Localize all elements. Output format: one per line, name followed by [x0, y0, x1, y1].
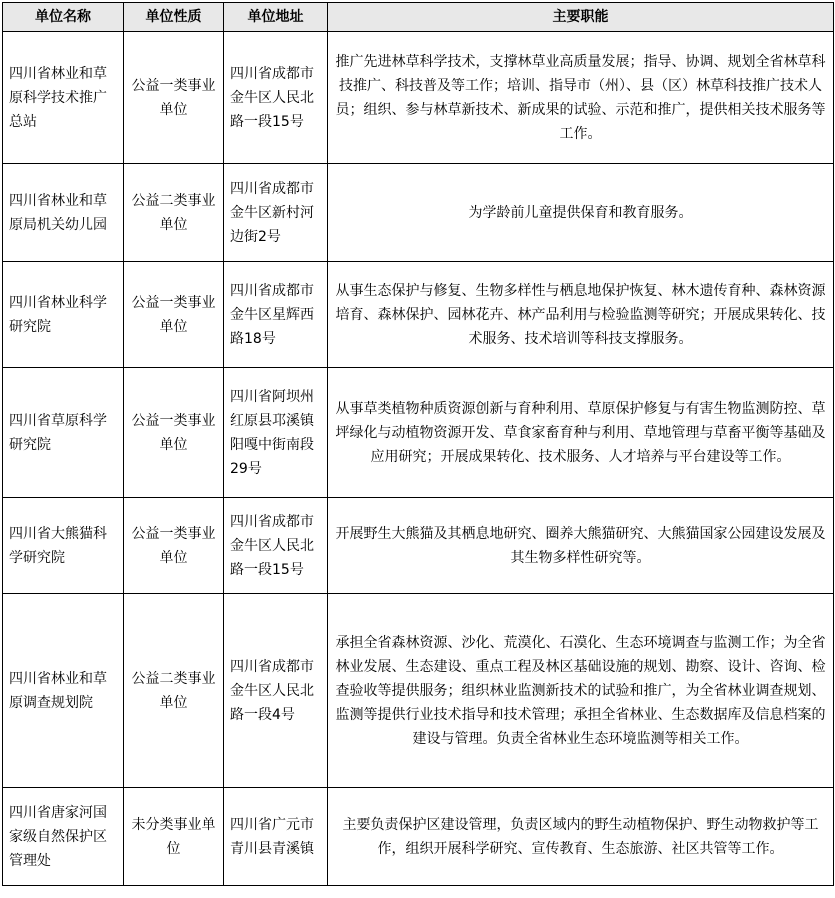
- unit-address-cell: 四川省成都市金牛区人民北路一段4号: [224, 594, 328, 788]
- unit-duties-cell: 为学龄前儿童提供保育和教育服务。: [328, 164, 834, 262]
- unit-address-cell: 四川省阿坝州红原县邛溪镇阳嘎中街南段29号: [224, 368, 328, 498]
- table-row: [3, 498, 834, 594]
- unit-name-cell: 四川省林业和草原科学技术推广总站: [3, 32, 124, 164]
- units-table: [2, 2, 834, 886]
- unit-duties-cell: 从事草类植物种质资源创新与育种利用、草原保护修复与有害生物监测防控、草坪绿化与动植物资源开发、草食家畜育种与利用、草地管理与草畜平衡等基础及应用研究；开展成果转化、技术服务、人才培养与平台建设等工作。: [328, 368, 834, 498]
- unit-address-cell: 四川省成都市金牛区人民北路一段15号: [224, 498, 328, 594]
- unit-address-cell: 四川省成都市金牛区人民北路一段15号: [224, 32, 328, 164]
- table-row: [3, 164, 834, 262]
- unit-duties-cell: 主要负责保护区建设管理，负责区域内的野生动植物保护、野生动物救护等工作，组织开展科学研究、宣传教育、生态旅游、社区共管等工作。: [328, 788, 834, 886]
- unit-address-cell: 四川省广元市青川县青溪镇: [224, 788, 328, 886]
- header-row: [3, 3, 834, 32]
- unit-nature-cell: 公益一类事业单位: [124, 368, 224, 498]
- unit-name-cell: 四川省林业和草原局机关幼儿园: [3, 164, 124, 262]
- table-row: [3, 788, 834, 886]
- unit-duties-cell: 推广先进林草科学技术，支撑林草业高质量发展；指导、协调、规划全省林草科技推广、科技普及等工作；培训、指导市（州）、县（区）林草科技推广技术人员；组织、参与林草新技术、新成果的试验、示范和推广，提供相关技术服务等工作。: [328, 32, 834, 164]
- unit-name-cell: 四川省大熊猫科学研究院: [3, 498, 124, 594]
- unit-nature-cell: 公益二类事业单位: [124, 164, 224, 262]
- unit-nature-cell: 公益一类事业单位: [124, 498, 224, 594]
- table-row: [3, 262, 834, 368]
- table-row: [3, 32, 834, 164]
- unit-nature-cell: 未分类事业单位: [124, 788, 224, 886]
- unit-address-cell: 四川省成都市金牛区星辉西路18号: [224, 262, 328, 368]
- unit-nature-cell: 公益二类事业单位: [124, 594, 224, 788]
- unit-nature-cell: 公益一类事业单位: [124, 32, 224, 164]
- unit-nature-cell: 公益一类事业单位: [124, 262, 224, 368]
- unit-name-cell: 四川省林业和草原调查规划院: [3, 594, 124, 788]
- table-row: [3, 594, 834, 788]
- header-unit-name: 单位名称: [3, 3, 124, 32]
- unit-address-cell: 四川省成都市金牛区新村河边街2号: [224, 164, 328, 262]
- table-row: [3, 368, 834, 498]
- header-unit-nature: 单位性质: [124, 3, 224, 32]
- unit-name-cell: 四川省林业科学研究院: [3, 262, 124, 368]
- unit-duties-cell: 开展野生大熊猫及其栖息地研究、圈养大熊猫研究、大熊猫国家公园建设发展及其生物多样性研究等。: [328, 498, 834, 594]
- header-main-duties: 主要职能: [328, 3, 834, 32]
- unit-duties-cell: 承担全省森林资源、沙化、荒漠化、石漠化、生态环境调查与监测工作；为全省林业发展、生态建设、重点工程及林区基础设施的规划、勘察、设计、咨询、检查验收等提供服务；组织林业监测新技术的试验和推广，为全省林业调查规划、监测等提供行业技术指导和技术管理；承担全省林业、生态数据库及信息档案的建设与管理。负责全省林业生态环境监测等相关工作。: [328, 594, 834, 788]
- unit-name-cell: 四川省唐家河国家级自然保护区管理处: [3, 788, 124, 886]
- header-unit-address: 单位地址: [224, 3, 328, 32]
- unit-name-cell: 四川省草原科学研究院: [3, 368, 124, 498]
- unit-duties-cell: 从事生态保护与修复、生物多样性与栖息地保护恢复、林木遗传育种、森林资源培育、森林保护、园林花卉、林产品利用与检验监测等研究；开展成果转化、技术服务、技术培训等科技支撑服务。: [328, 262, 834, 368]
